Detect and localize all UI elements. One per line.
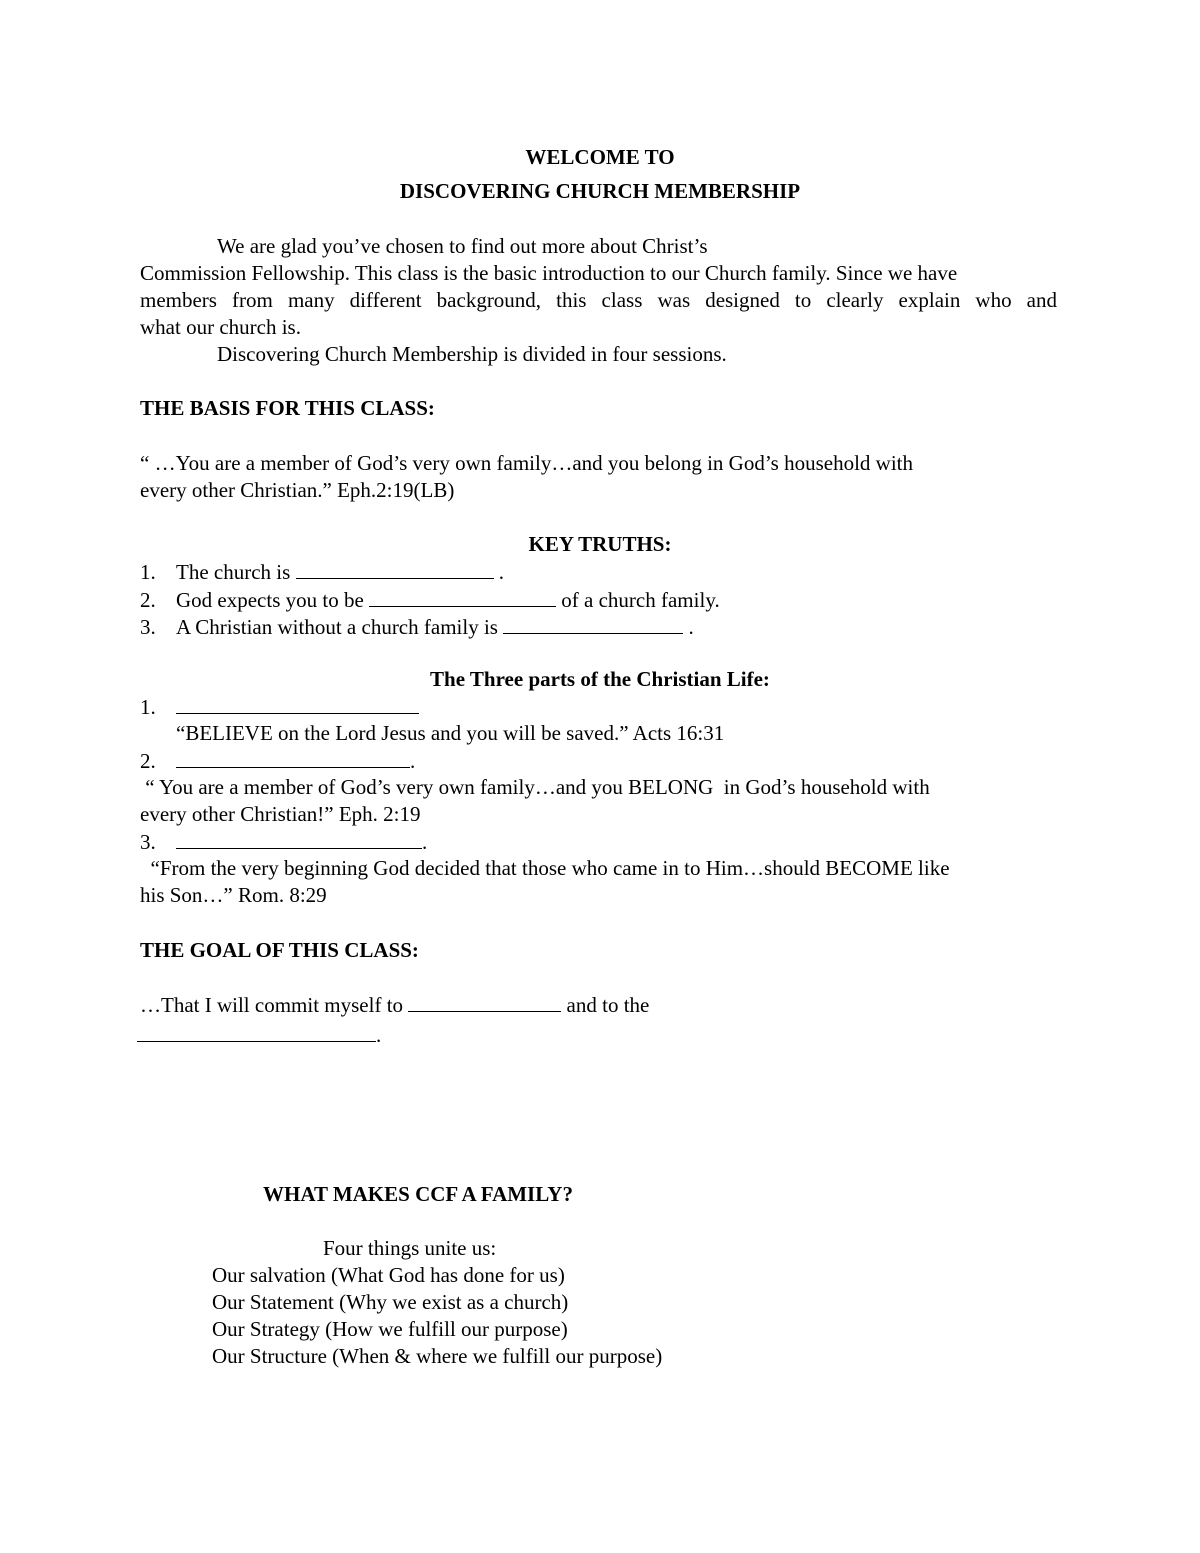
fill-in-blank bbox=[503, 613, 683, 634]
three-parts-heading: The Three parts of the Christian Life: bbox=[430, 667, 770, 691]
list-item bbox=[176, 1343, 662, 1370]
goal-heading: THE GOAL OF THIS CLASS: bbox=[140, 938, 419, 962]
item-number: 3. bbox=[140, 830, 156, 854]
fill-in-blank bbox=[176, 693, 419, 714]
basis-quote-line-2: every other Christian.” Eph.2:19(LB) bbox=[140, 478, 455, 502]
fill-in-blank bbox=[137, 1021, 376, 1042]
list-item-text: Our Strategy (How we fulfill our purpose) bbox=[212, 1317, 568, 1341]
item-number: 3. bbox=[140, 615, 156, 639]
list-item bbox=[176, 1316, 568, 1343]
item-text: A Christian without a church family is bbox=[176, 615, 498, 639]
three-parts-quote-cont: every other Christian!” Eph. 2:19 bbox=[140, 802, 421, 826]
three-parts-item bbox=[140, 747, 415, 775]
three-parts-quote-cont: his Son…” Rom. 8:29 bbox=[140, 883, 327, 907]
three-parts-quote: “ You are a member of God’s very own family…and you BELONG in God’s household with bbox=[140, 775, 930, 799]
item-text-after: . bbox=[683, 615, 694, 639]
item-number: 2. bbox=[140, 588, 156, 612]
intro-line-4: what our church is. bbox=[140, 315, 301, 339]
title-line-1: WELCOME TO bbox=[525, 145, 675, 169]
list-item bbox=[176, 1262, 565, 1289]
goal-text-after: . bbox=[376, 1023, 382, 1047]
intro-line-1: We are glad you’ve chosen to find out more about Christ’s bbox=[217, 234, 708, 258]
item-number: 1. bbox=[140, 695, 156, 719]
basis-heading: THE BASIS FOR THIS CLASS: bbox=[140, 396, 435, 420]
item-text-after: . bbox=[493, 560, 505, 584]
fill-in-blank bbox=[176, 828, 422, 849]
list-item-text: Our Structure (When & where we fulfill our purpose) bbox=[212, 1344, 663, 1368]
item-text: The church is bbox=[176, 560, 291, 584]
three-parts-quote: “From the very beginning God decided that those who came in to Him…should BECOME like bbox=[140, 856, 950, 880]
title-line-2: DISCOVERING CHURCH MEMBERSHIP bbox=[399, 179, 801, 203]
fill-in-blank bbox=[296, 558, 494, 579]
key-truth-item bbox=[140, 586, 720, 614]
goal-line-2 bbox=[137, 1021, 381, 1049]
family-intro: Four things unite us: bbox=[323, 1236, 497, 1260]
fill-in-blank bbox=[408, 991, 561, 1012]
item-text-after: . bbox=[410, 749, 416, 773]
intro-line-3: members from many different background, this class was designed to clearly explain who and bbox=[140, 288, 1057, 312]
goal-text: …That I will commit myself to bbox=[140, 993, 404, 1017]
fill-in-blank bbox=[369, 586, 556, 607]
goal-line-1 bbox=[140, 991, 649, 1019]
three-parts-item bbox=[140, 828, 427, 856]
intro-line-2: Commission Fellowship. This class is the basic introduction to our Church family. Since we have bbox=[140, 261, 958, 285]
list-item-text: Our salvation (What God has done for us) bbox=[212, 1263, 565, 1287]
fill-in-blank bbox=[176, 747, 410, 768]
key-truth-item bbox=[140, 613, 694, 641]
item-number: 2. bbox=[140, 749, 156, 773]
key-truths-heading: KEY TRUTHS: bbox=[528, 532, 672, 556]
list-item-text: Our Statement (Why we exist as a church) bbox=[212, 1290, 569, 1314]
basis-quote-line-1: “ …You are a member of God’s very own family…and you belong in God’s household with bbox=[140, 451, 914, 475]
key-truth-item bbox=[140, 558, 504, 586]
list-item bbox=[176, 1289, 568, 1316]
three-parts-quote: “BELIEVE on the Lord Jesus and you will be saved.” Acts 16:31 bbox=[176, 721, 725, 745]
item-text: God expects you to be bbox=[176, 588, 364, 612]
three-parts-item bbox=[140, 693, 419, 721]
item-text-after: . bbox=[422, 830, 428, 854]
item-text-after: of a church family. bbox=[556, 588, 720, 612]
family-heading: WHAT MAKES CCF A FAMILY? bbox=[263, 1182, 573, 1206]
item-number: 1. bbox=[140, 560, 156, 584]
goal-text-after: and to the bbox=[561, 993, 650, 1017]
intro-line-5: Discovering Church Membership is divided in four sessions. bbox=[217, 342, 727, 366]
